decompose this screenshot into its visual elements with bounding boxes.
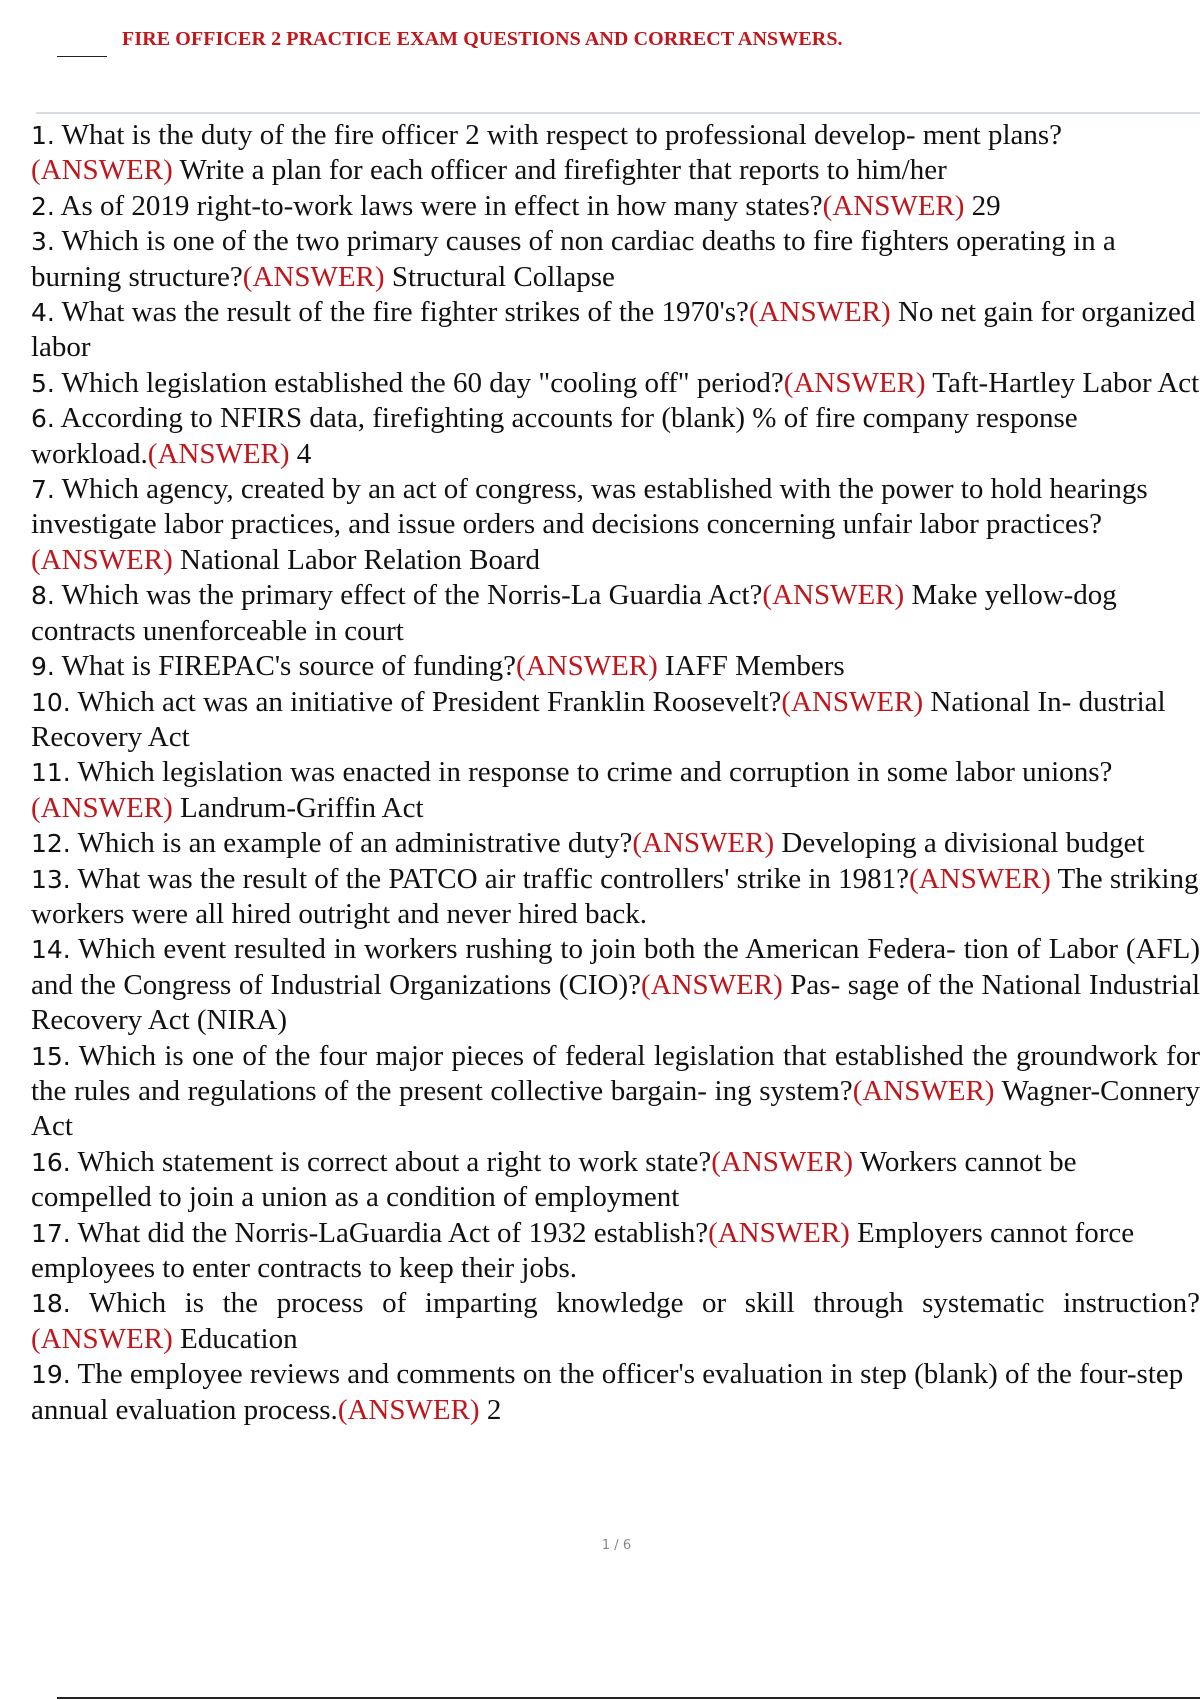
question-text: Which is an example of an administrative duty?: [77, 827, 633, 860]
answer-tag: (ANSWER): [783, 366, 926, 399]
answer-text: Landrum-Griffin Act: [180, 791, 424, 824]
qa-item: [31, 224, 1200, 295]
question-number: 4.: [31, 298, 55, 328]
answer-tag: (ANSWER): [909, 862, 1051, 895]
question-number: 17.: [31, 1218, 71, 1248]
qa-item: [31, 1357, 1200, 1428]
question-text: Which agency, created by an act of congress, was established with the power to hold hearings investigate labor practices, and issue orders and decisions concerning unfair labor practices?: [31, 473, 1148, 541]
qa-item: [31, 578, 1200, 649]
answer-tag: (ANSWER): [781, 685, 924, 718]
question-number: 19.: [31, 1360, 71, 1390]
answer-text: IAFF Members: [665, 650, 845, 683]
answer-tag: (ANSWER): [632, 827, 775, 860]
question-text: What was the result of the PATCO air traffic controllers' strike in 1981?: [77, 862, 910, 895]
header-short-rule: [57, 56, 107, 57]
question-number: 18.: [31, 1289, 71, 1319]
question-text: Which event resulted in workers rushing to join both the American Federa- tion of Labor (AFL) and the Congress of Industrial Organizations (CIO)?: [31, 933, 1200, 1001]
qa-item: [31, 649, 1200, 684]
answer-text: Wagner-Connery Act: [31, 1074, 1200, 1143]
header-divider: [36, 112, 1200, 114]
answer-text: National Labor Relation Board: [180, 543, 540, 576]
qa-item: [31, 472, 1200, 578]
question-number: 5.: [31, 368, 55, 398]
qa-item: [31, 862, 1200, 933]
qa-item: [31, 295, 1200, 366]
question-text: What is FIREPAC's source of funding?: [61, 650, 517, 683]
answer-text: 29: [971, 189, 1001, 222]
question-number: 16.: [31, 1147, 71, 1177]
answer-text: Pas- sage of the National Industrial Recovery Act (NIRA): [31, 968, 1200, 1037]
footer-rule: [57, 1697, 1200, 1699]
question-text: What is the duty of the fire officer 2 with respect to professional develop- ment plans?: [61, 119, 1063, 151]
answer-tag: (ANSWER): [337, 1393, 480, 1426]
answer-tag: (ANSWER): [762, 579, 905, 612]
answer-text: The striking workers were all hired outright and never hired back.: [31, 862, 1199, 930]
question-text: Which act was an initiative of President Franklin Roosevelt?: [77, 685, 782, 718]
question-number: 10.: [31, 687, 71, 717]
question-text: What did the Norris-LaGuardia Act of 1932 establish?: [77, 1216, 709, 1249]
answer-text: Write a plan for each officer and firefighter that reports to him/her: [179, 154, 947, 187]
question-number: 9.: [31, 652, 55, 682]
question-number: 12.: [31, 829, 71, 859]
answer-tag: (ANSWER): [31, 154, 173, 187]
answer-text: 2: [486, 1393, 502, 1426]
answer-text: Employers cannot force employees to enter contracts to keep their jobs.: [31, 1216, 1135, 1284]
answer-tag: (ANSWER): [31, 543, 173, 576]
qa-item: [31, 366, 1200, 401]
question-number: 14.: [31, 935, 71, 965]
answer-text: Structural Collapse: [391, 260, 615, 293]
document-title: FIRE OFFICER 2 PRACTICE EXAM QUESTIONS AND CORRECT ANSWERS.: [122, 28, 843, 50]
qa-item: [31, 932, 1200, 1038]
question-text: Which legislation established the 60 day "cooling off" period?: [61, 366, 784, 399]
qa-item: [31, 1145, 1200, 1216]
answer-tag: (ANSWER): [516, 650, 658, 683]
qa-item: [31, 118, 1200, 189]
question-number: 6.: [31, 404, 55, 434]
question-text: Which legislation was enacted in response to crime and corruption in some labor unions?: [77, 756, 1113, 789]
question-text: Which was the primary effect of the Norris-La Guardia Act?: [61, 579, 763, 612]
question-text: What was the result of the fire fighter strikes of the 1970's?: [61, 296, 749, 329]
question-number: 2.: [31, 191, 55, 221]
answer-text: Taft-Hartley Labor Act: [932, 366, 1200, 399]
question-text: The employee reviews and comments on the officer's evaluation in step (blank) of the four-step annual evaluation process.: [31, 1358, 1184, 1426]
answer-tag: (ANSWER): [748, 296, 891, 329]
answer-tag: (ANSWER): [31, 1322, 173, 1355]
question-number: 8.: [31, 581, 55, 611]
question-number: 13.: [31, 864, 71, 894]
answer-text: Workers cannot be compelled to join a union as a condition of employment: [31, 1145, 1077, 1214]
question-number: 15.: [31, 1041, 71, 1071]
answer-tag: (ANSWER): [711, 1145, 854, 1178]
answer-tag: (ANSWER): [242, 260, 385, 293]
qa-item: [31, 401, 1200, 472]
answer-text: No net gain for organized labor: [31, 296, 1196, 364]
answer-tag: (ANSWER): [31, 791, 173, 824]
question-text: Which is one of the four major pieces of federal legislation that established the groundwork for the rules and regulations of the present collective bargain- ing system?: [31, 1039, 1200, 1107]
qa-item: [31, 189, 1200, 224]
question-number: 11.: [31, 758, 71, 788]
page-number: 1 / 6: [601, 1538, 632, 1553]
qa-item: [31, 826, 1200, 861]
answer-text: National In- dustrial Recovery Act: [31, 685, 1166, 753]
question-answer-list: [31, 118, 1200, 1428]
question-text: Which is one of the two primary causes of non cardiac deaths to fire fighters operating in a burning structure?: [31, 225, 1116, 293]
answer-text: 4: [296, 437, 312, 470]
answer-tag: (ANSWER): [147, 437, 290, 470]
answer-tag: (ANSWER): [641, 968, 783, 1001]
answer-tag: (ANSWER): [852, 1074, 995, 1107]
qa-item: [31, 1286, 1200, 1357]
answer-text: Developing a divisional budget: [781, 827, 1145, 860]
answer-text: Education: [180, 1322, 298, 1355]
question-number: 3.: [31, 227, 55, 257]
question-number: 7.: [31, 475, 55, 505]
question-text: Which statement is correct about a right to work state?: [77, 1145, 712, 1178]
question-number: 1.: [31, 121, 55, 150]
answer-tag: (ANSWER): [708, 1216, 850, 1249]
qa-item: [31, 755, 1200, 826]
question-text: Which is the process of imparting knowledge or skill through systematic instruction?: [88, 1287, 1200, 1320]
qa-item: [31, 1039, 1200, 1145]
qa-item: [31, 1216, 1200, 1287]
question-text: As of 2019 right-to-work laws were in effect in how many states?: [60, 189, 823, 222]
answer-tag: (ANSWER): [822, 189, 965, 222]
qa-item: [31, 685, 1200, 756]
question-text: According to NFIRS data, firefighting accounts for (blank) % of fire company response workload.: [31, 402, 1078, 470]
answer-text: Make yellow-dog contracts unenforceable in court: [31, 579, 1117, 647]
